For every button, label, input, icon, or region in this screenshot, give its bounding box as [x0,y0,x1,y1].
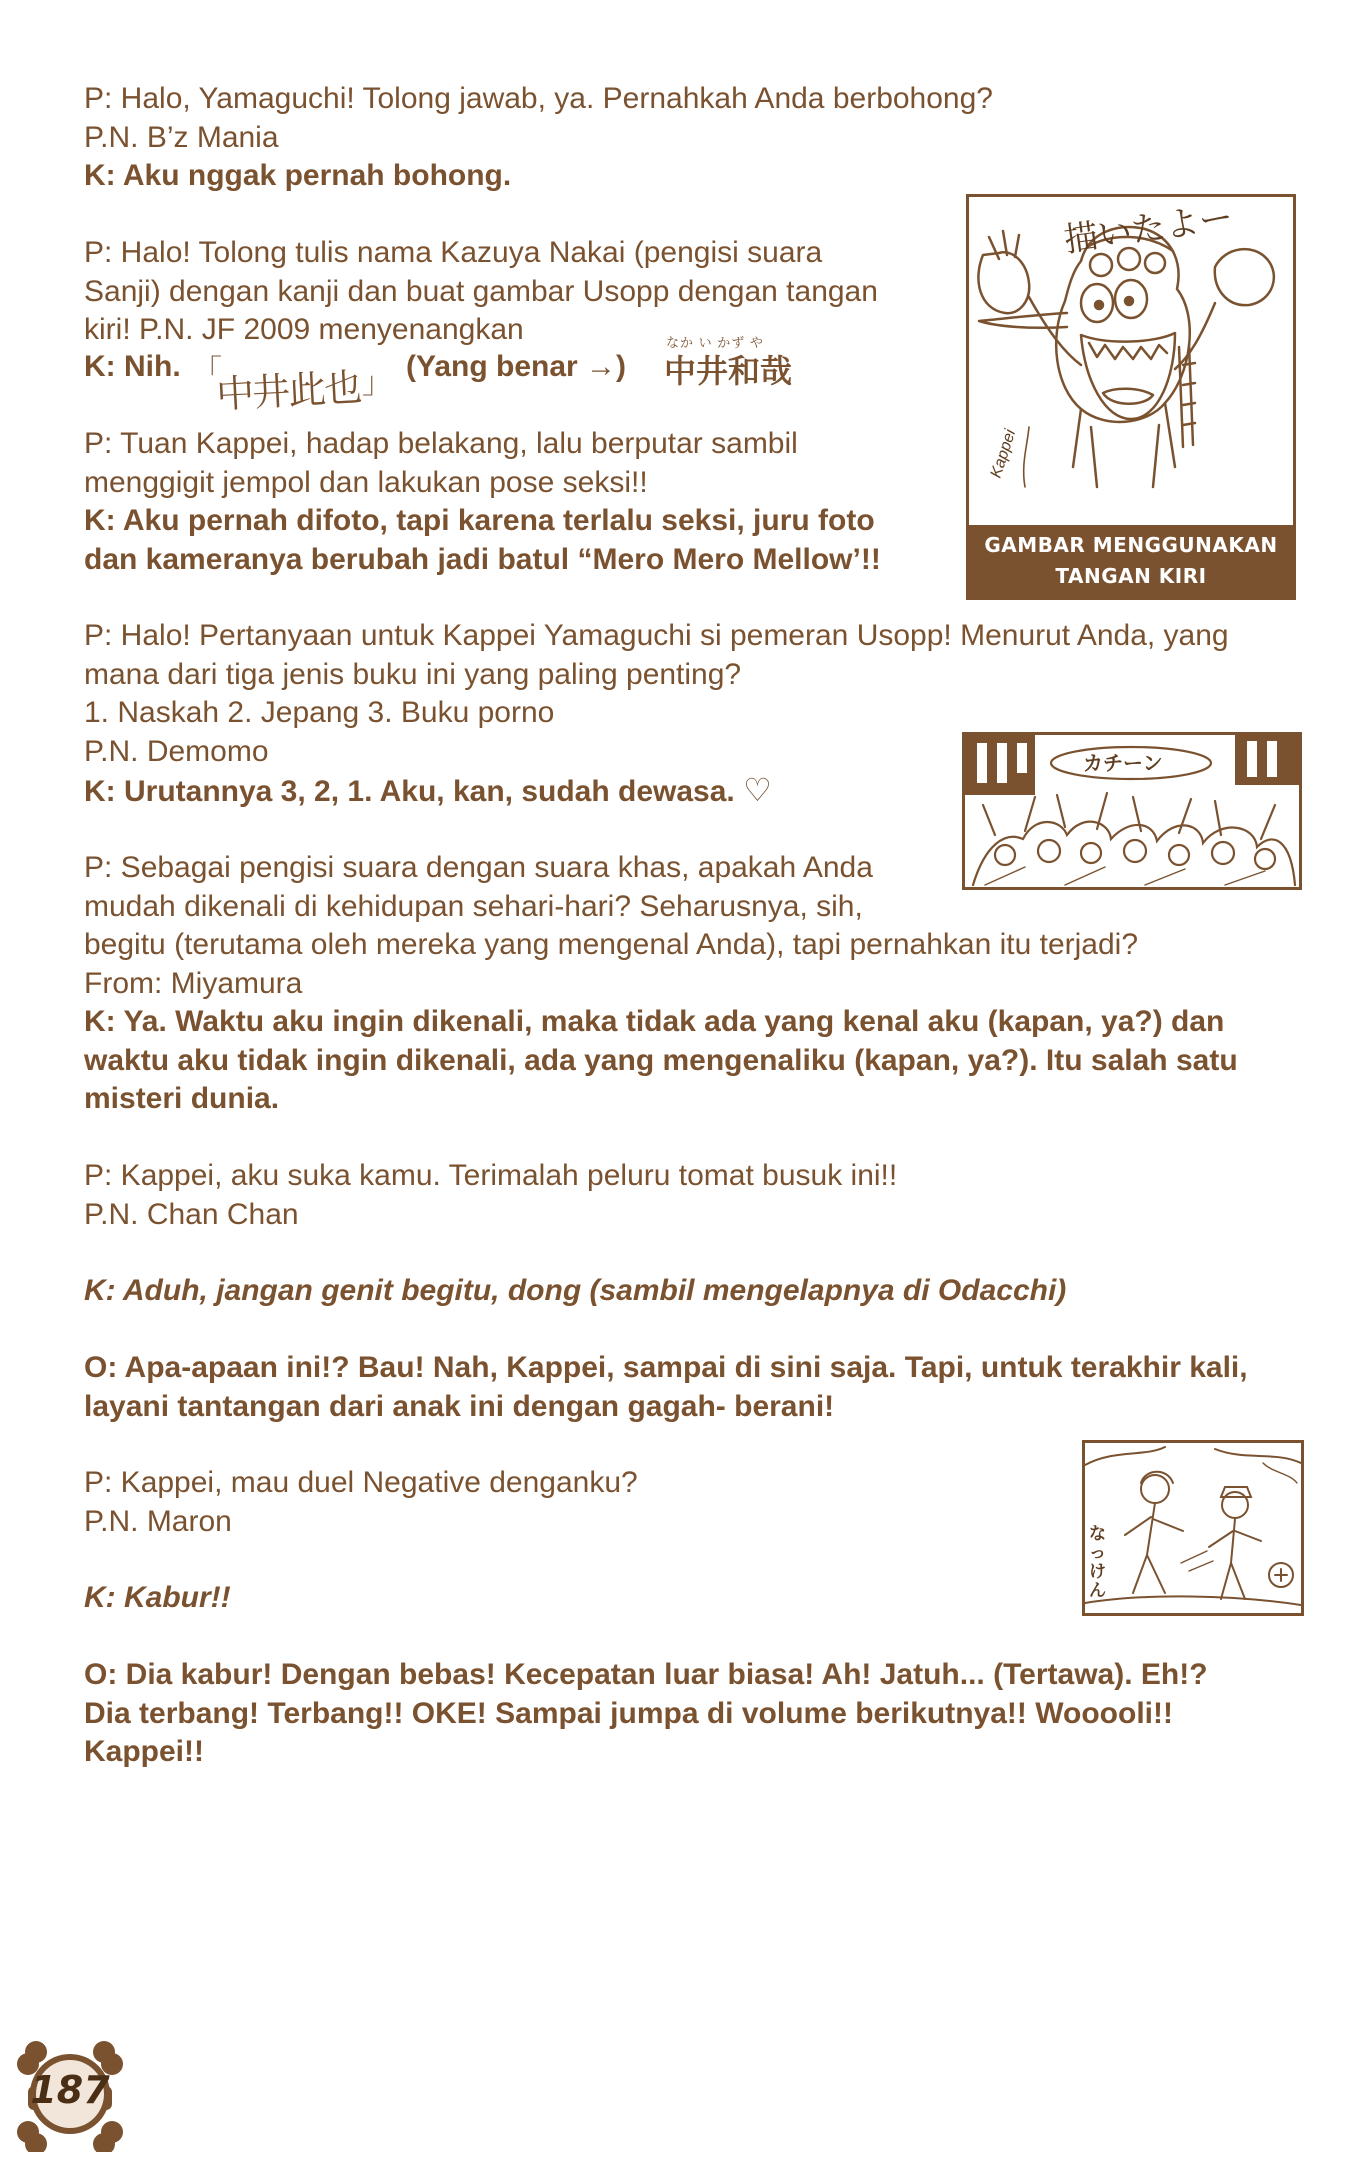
answer-a5: K: Ya. Waktu aku ingin dikenali, maka tidak ada yang kenal aku (kapan, ya?) dan waktu aku tidak ingin dikenali, ada yang mengenaliku (kapan, ya?). Itu salah satu misteri dunia. [84,1005,1238,1115]
answer-a1: K: Aku nggak pernah bohong. [84,159,512,192]
duel-illustration-panel [1082,1440,1304,1616]
answer-a2 [84,335,824,417]
open-bracket: 「 [192,355,222,388]
handwritten-kanji: 中井此也 [215,365,362,417]
question-q7: P: Kappei, mau duel Negative denganku? P.N. Maron [84,1466,638,1538]
correct-label: (Yang benar →) [406,350,627,383]
question-q5: P: Sebagai pengisi suara dengan suara khas, apakah Anda mudah dikenali di kehidupan sehari-hari? Seharusnya, sih, begitu (terutama oleh mereka yang mengenal Anda), tapi pernahkan itu terjadi? From: Miyamura [84,851,1138,1000]
odacchi-remark-1: O: Apa-apaan ini!? Bau! Nah, Kappei, sampai di sini saja. Tapi, untuk terakhir kali, layani tantangan dari anak ini dengan gagah- berani! [84,1351,1248,1423]
odacchi-remark-2: O: Dia kabur! Dengan bebas! Kecepatan luar biasa! Ah! Jatuh... (Tertawa). Eh!? Dia terbang! Terbang!! OKE! Sampai jumpa di volume berikutnya!! Wooooli!! Kappei!! [84,1658,1208,1768]
handwritten-caption: 描いたよー [1061,197,1236,261]
sound-effect-vertical: なっけん [1089,1524,1106,1601]
sound-effect: カチーン [1083,751,1163,775]
question-q1: P: Halo, Yamaguchi! Tolong jawab, ya. Pernahkah Anda berbohong? P.N. B’z Mania [84,82,993,154]
answer-a3: K: Aku pernah difoto, tapi karena terlalu seksi, juru foto dan kameranya berubah jadi batul “Mero Mero Mellow’!! [84,504,881,576]
crowd-illustration-panel [962,732,1302,890]
page-number: 187 [30,2068,110,2112]
answer-a6: K: Aduh, jangan genit begitu, dong (sambil mengelapnya di Odacchi) [84,1274,1067,1307]
furigana: なか い かず や [666,335,764,350]
question-q6: P: Kappei, aku suka kamu. Terimalah peluru tomat busuk ini!! P.N. Chan Chan [84,1159,898,1231]
duel-sketch [1085,1443,1301,1613]
question-q2: P: Halo! Tolong tulis nama Kazuya Nakai (pengisi suara Sanji) dengan kanji dan buat gambar Usopp dengan tangan kiri! P.N. JF 2009 menyenangkan [84,236,878,346]
question-q4: P: Halo! Pertanyaan untuk Kappei Yamaguchi si pemeran Usopp! Menurut Anda, yang mana dari tiga jenis buku ini yang paling penting? 1. Naskah 2. Jepang 3. Buku porno P.N. Demomo [84,619,1229,768]
answer-a4: K: Urutannya 3, 2, 1. Aku, kan, sudah dewasa. ♡ [84,772,772,808]
page-number-badge [14,2040,126,2152]
usopp-drawing-panel [966,194,1296,600]
answer-a7: K: Kabur!! [84,1581,231,1614]
panel-caption: GAMBAR MENGGUNAKAN TANGAN KIRI [969,525,1293,597]
answer-a2-prefix: K: Nih. [84,350,181,383]
artist-signature: Kappei [987,427,1020,481]
close-bracket: 」 [362,367,392,400]
correct-kanji: 中井和哉 [664,352,793,390]
question-q3: P: Tuan Kappei, hadap belakang, lalu berputar sambil menggigit jempol dan lakukan pose seksi!! [84,427,798,499]
heart-icon: ♡ [743,772,772,808]
